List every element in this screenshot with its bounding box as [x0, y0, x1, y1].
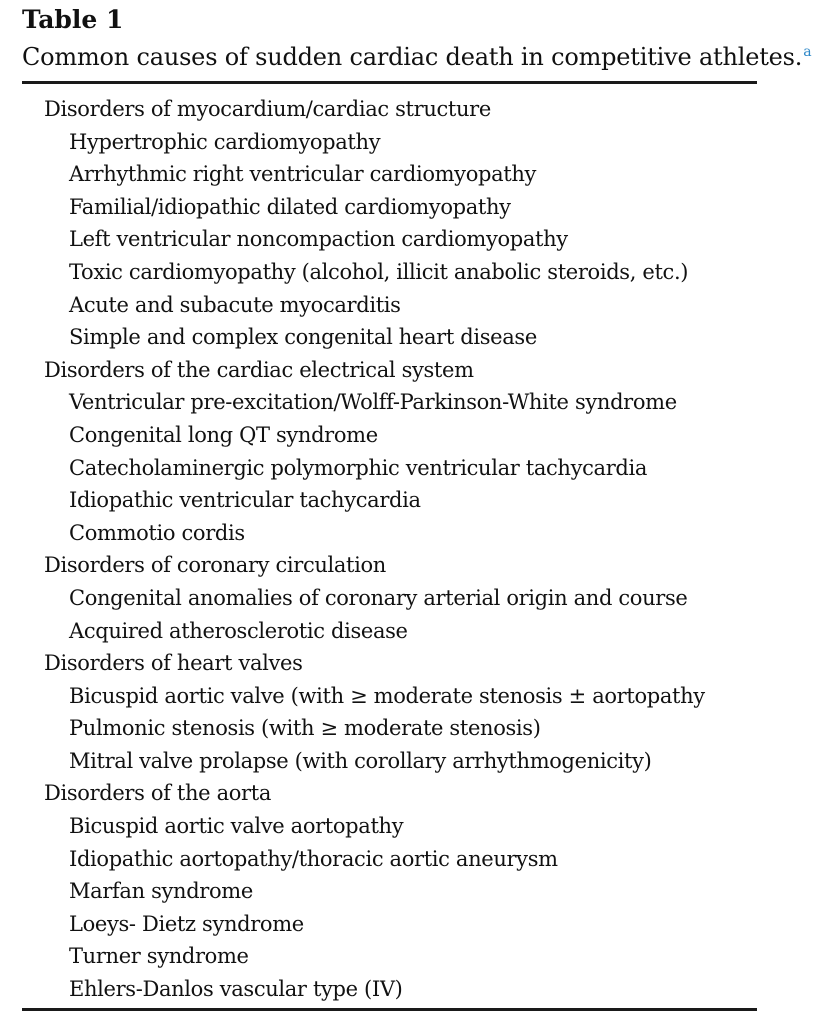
cause-row: Arrhythmic right ventricular cardiomyopathy [69, 162, 537, 187]
cause-row: Idiopathic aortopathy/thoracic aortic aneurysm [69, 846, 558, 871]
cause-row: Bicuspid aortic valve aortopathy [69, 814, 404, 839]
cause-row: Marfan syndrome [69, 879, 253, 904]
table-caption [22, 42, 811, 72]
top-rule [22, 81, 757, 84]
category-row: Disorders of the aorta [44, 781, 271, 806]
cause-row: Toxic cardiomyopathy (alcohol, illicit anabolic steroids, etc.) [69, 259, 689, 284]
cause-row: Left ventricular noncompaction cardiomyopathy [69, 227, 568, 252]
cause-row: Simple and complex congenital heart disease [69, 325, 537, 350]
category-row: Disorders of myocardium/cardiac structure [44, 97, 491, 121]
table-label: Table 1 [22, 5, 124, 34]
bottom-rule [22, 1008, 757, 1011]
category-row: Disorders of coronary circulation [44, 553, 386, 578]
cause-row: Ehlers-Danlos vascular type (IV) [69, 977, 403, 1002]
cause-row: Familial/idiopathic dilated cardiomyopathy [69, 194, 511, 219]
cause-row: Congenital anomalies of coronary arterial origin and course [69, 585, 688, 610]
cause-row: Ventricular pre-excitation/Wolff-Parkinson-White syndrome [69, 390, 677, 415]
cause-row: Catecholaminergic polymorphic ventricular tachycardia [69, 455, 648, 480]
caption-text: Common causes of sudden cardiac death in competitive athletes. [22, 43, 803, 71]
cause-row: Idiopathic ventricular tachycardia [69, 488, 421, 513]
cause-row: Acquired atherosclerotic disease [69, 618, 408, 643]
caption-footnote-link[interactable]: a [803, 44, 812, 60]
category-row: Disorders of heart valves [44, 651, 303, 676]
table-body [0, 93, 830, 1006]
cause-row: Hypertrophic cardiomyopathy [69, 129, 381, 154]
cause-row: Commotio cordis [69, 520, 245, 545]
cause-row: Mitral valve prolapse (with corollary arrhythmogenicity) [69, 748, 652, 773]
cause-row: Turner syndrome [69, 944, 249, 969]
cause-row: Congenital long QT syndrome [69, 422, 378, 447]
cause-row: Acute and subacute myocarditis [69, 292, 401, 317]
category-row: Disorders of the cardiac electrical system [44, 357, 474, 382]
cause-row: Pulmonic stenosis (with ≥ moderate stenosis) [69, 716, 541, 741]
cause-row: Bicuspid aortic valve (with ≥ moderate stenosis ± aortopathy [69, 683, 705, 708]
cause-row: Loeys- Dietz syndrome [69, 911, 304, 936]
